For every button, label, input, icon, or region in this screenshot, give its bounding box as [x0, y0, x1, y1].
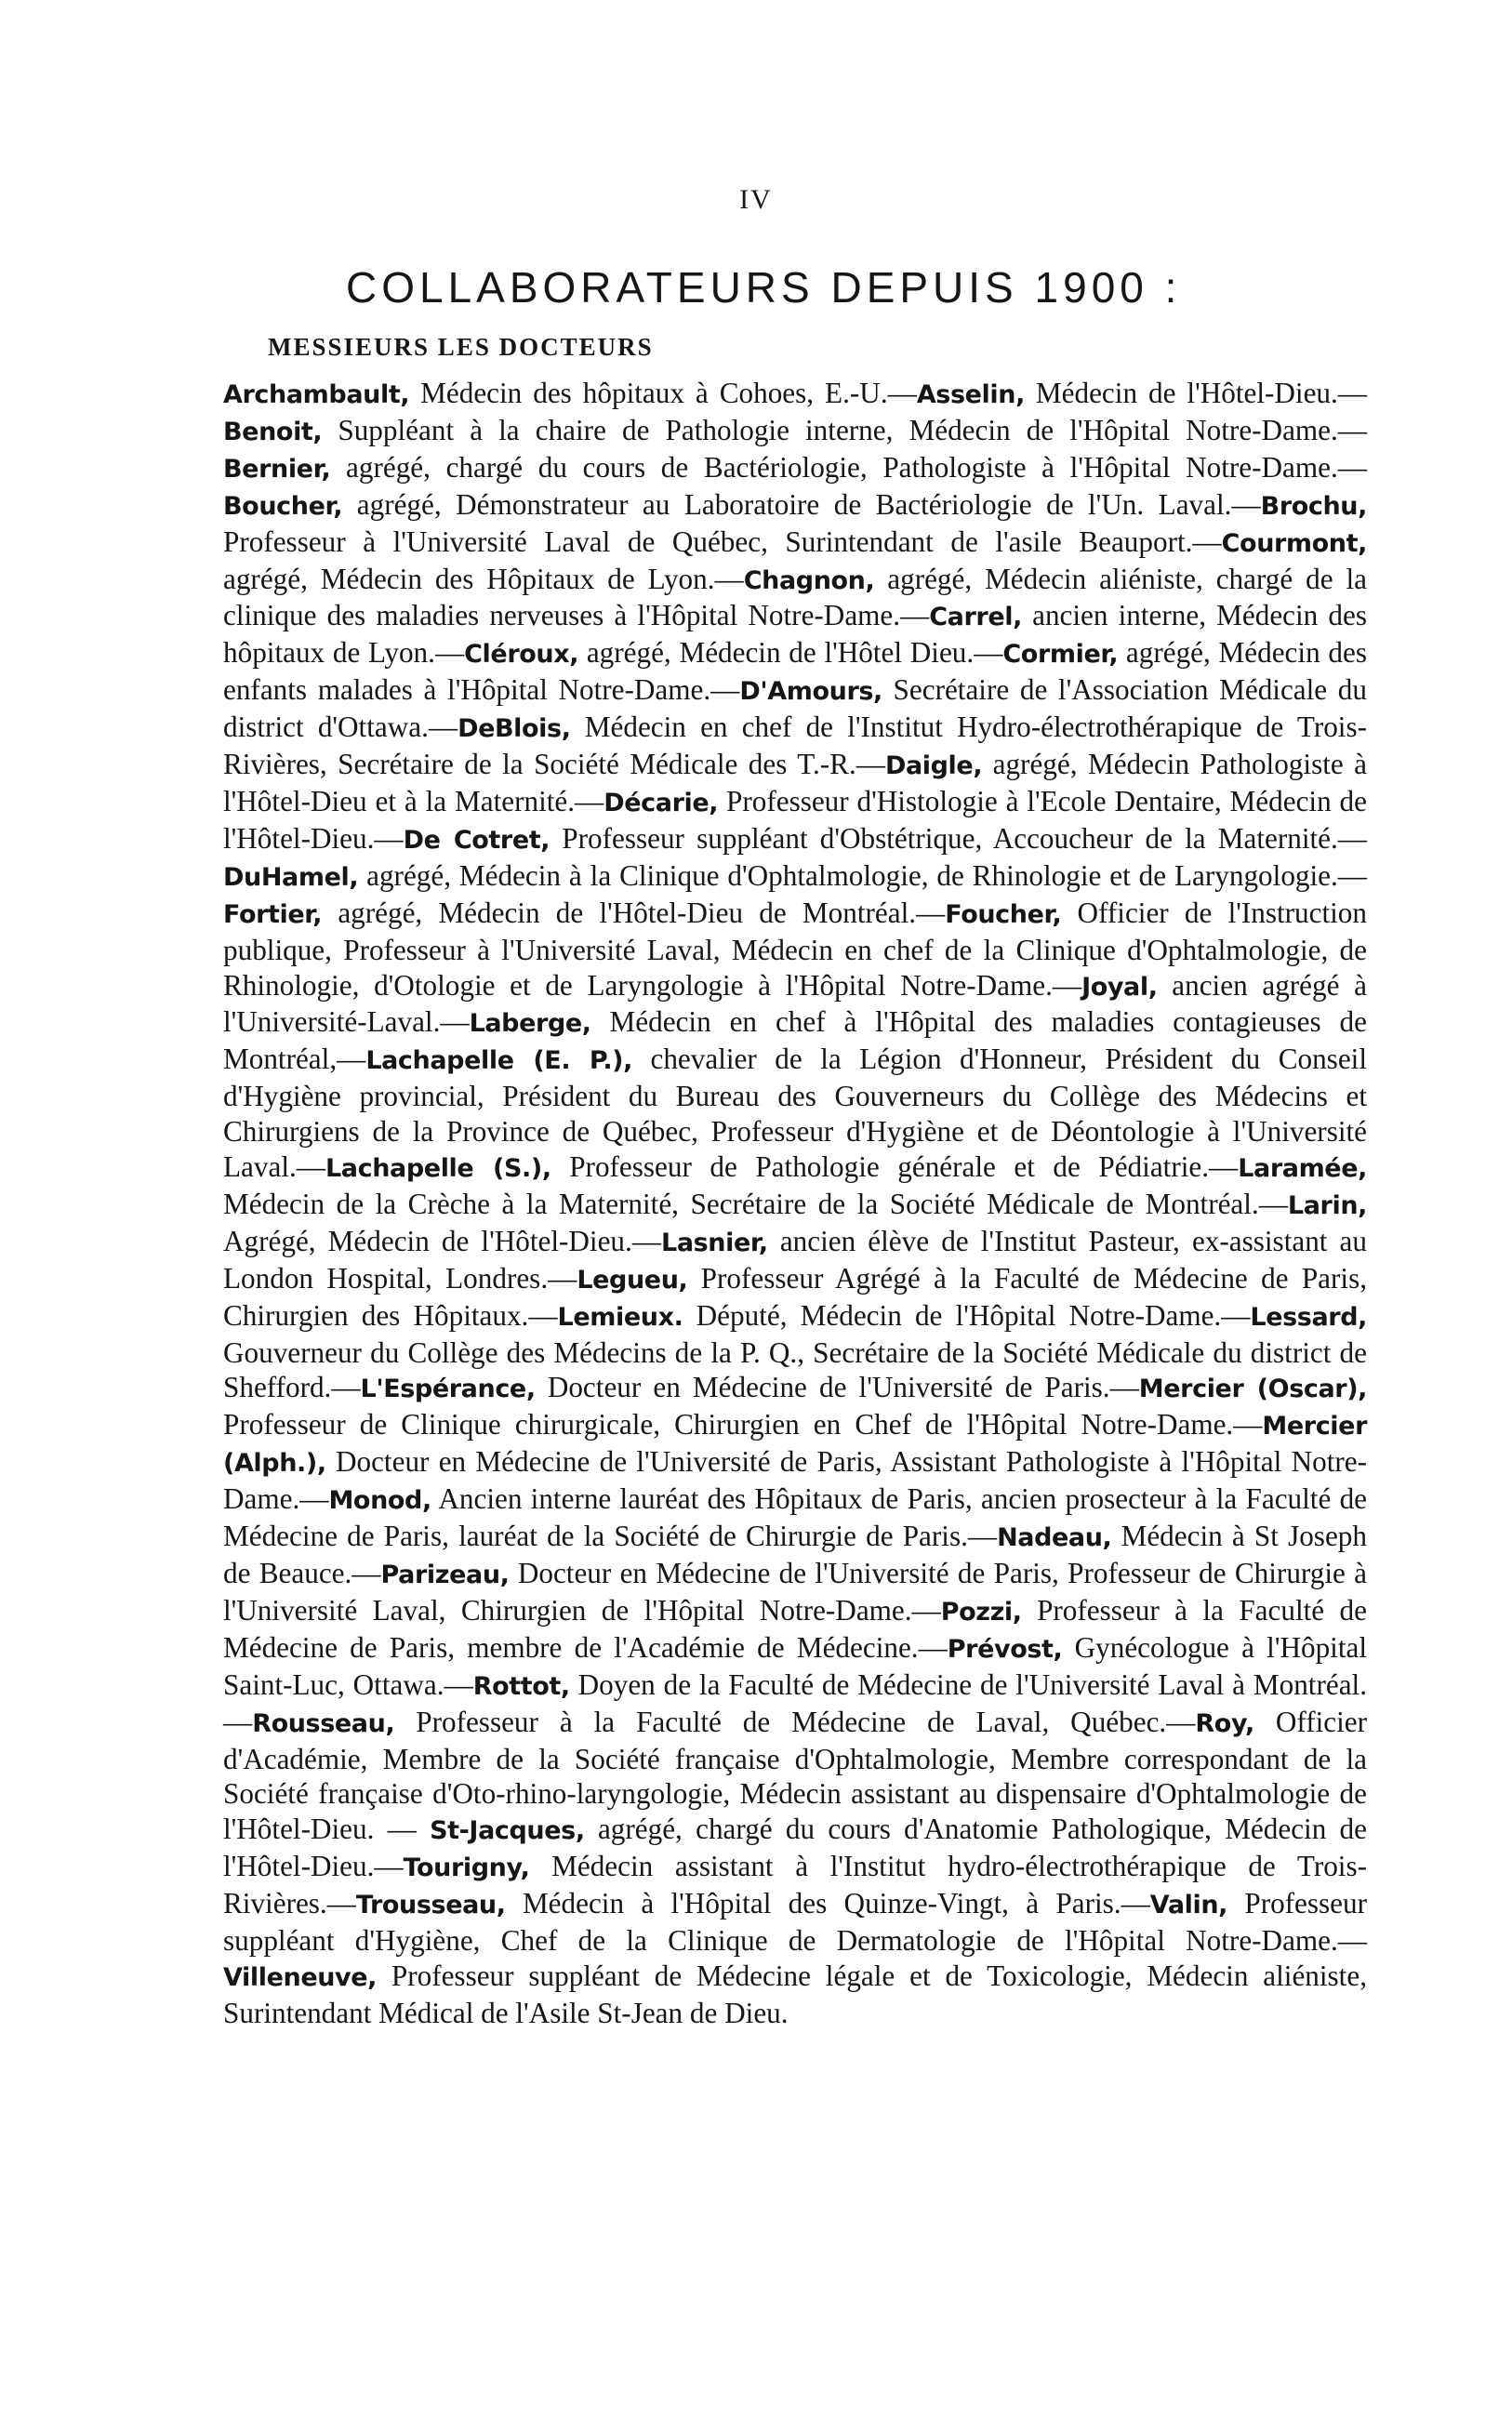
collaborator-name: Lemieux. — [557, 1302, 683, 1332]
collaborator-name: L'Espérance, — [360, 1375, 536, 1404]
collaborator-name: Courmont, — [1221, 528, 1367, 558]
collaborator-description: Médecin de l'Hôtel-Dieu.— — [1024, 377, 1367, 409]
collaborator-description: Médecin en chef de l'Institut Hydro-électrothérapique de Trois-Rivières, Secrétaire de la Société Médicale des T.-R.— — [223, 711, 1367, 781]
collaborator-description: Professeur suppléant d'Hygiène, Chef de la Clinique de Dermatologie de l'Hôpital Notre-Dame.— — [223, 1887, 1367, 1958]
collaborator-name: Mercier (Alph.), — [223, 1412, 1367, 1479]
collaborator-name: Lachapelle (E. P.), — [365, 1046, 632, 1076]
collaborator-name: DuHamel, — [223, 862, 359, 892]
collaborator-name: Lachapelle (S.), — [325, 1154, 551, 1184]
collaborator-description: Doyen de la Faculté de Médecine de l'Université Laval à Montréal.— — [223, 1667, 1367, 1738]
collaborator-description: Gynécologue à l'Hôpital Saint-Luc, Ottawa.— — [223, 1630, 1367, 1701]
collaborator-entry — [361, 1371, 1139, 1403]
collaborator-description: agrégé, Médecin à la Clinique d'Ophtalmologie, de Rhinologie et de Laryngologie.— — [358, 858, 1367, 892]
collaborator-name: Chagnon, — [743, 565, 875, 595]
collaborator-name: St-Jacques, — [430, 1816, 585, 1846]
collaborator-name: Foucher, — [945, 899, 1062, 929]
collaborator-name: Bernier, — [223, 454, 331, 484]
collaborator-description: Professeur à la Faculté de Médecine de Laval, Québec.— — [394, 1705, 1196, 1738]
collaborator-name: Carrel, — [929, 603, 1022, 632]
collaborator-description: Docteur en Médecine de l'Université de Paris, Professeur de Chirurgie à l'Université Laval, Chirurgien de l'Hôpital Notre-Dame.— — [223, 1557, 1368, 1627]
collaborator-name: Joyal, — [1081, 972, 1158, 1002]
page-title: COLLABORATEURS DEPUIS 1900 : — [346, 263, 1182, 312]
collaborator-name: Pozzi, — [940, 1597, 1022, 1627]
collaborator-name: Mercier (Oscar), — [1138, 1375, 1367, 1404]
collaborator-name: Asselin, — [916, 380, 1025, 409]
collaborator-entry — [404, 822, 1367, 855]
collaborator-description: ancien interne, Médecin des hôpitaux de Lyon.— — [223, 599, 1367, 670]
collaborator-description: Ancien interne lauréat des Hôpitaux de Paris, ancien prosecteur à la Faculté de Médecine de Paris, lauréat de la Société de Chirurgie de Paris.— — [223, 1482, 1367, 1553]
collaborator-name: Tourigny, — [403, 1853, 530, 1883]
collaborator-name: Legueu, — [577, 1265, 688, 1295]
collaborator-name: Archambault, — [223, 380, 410, 409]
collaborator-name: Parizeau, — [380, 1561, 510, 1589]
collaborator-name: Daigle, — [884, 751, 983, 781]
collaborator-name: Lessard, — [1250, 1302, 1367, 1332]
collaborator-name: Fortier, — [223, 899, 323, 929]
collaborator-description: agrégé, Médecin aliéniste, chargé de la clinique des maladies nerveuses à l'Hôpital Notre-Dame.— — [223, 562, 1367, 632]
collaborator-entry — [223, 377, 917, 409]
collaborator-description: Professeur à l'Université Laval de Québec, Surintendant de l'asile Beauport.— — [223, 525, 1222, 558]
collaborator-description: Professeur à la Faculté de Médecine de Paris, membre de l'Académie de Médecine.— — [223, 1593, 1367, 1664]
collaborator-description: Médecin de la Crèche à la Maternité, Secrétaire de la Société Médicale de Montréal.— — [223, 1187, 1288, 1220]
collaborator-name: Lasnier, — [661, 1228, 768, 1257]
collaborator-entry — [917, 377, 1367, 409]
collaborator-name: Cormier, — [1002, 640, 1119, 670]
page-number: IV — [739, 184, 773, 215]
collaborator-description: agrégé, Médecin des Hôpitaux de Lyon.— — [223, 562, 744, 595]
collaborator-description: Médecin à St Joseph de Beauce.— — [223, 1520, 1367, 1589]
collaborator-description: Professeur Agrégé à la Faculté de Médecine de Paris, Chirurgien des Hôpitaux.— — [223, 1261, 1368, 1332]
collaborators-paragraph — [223, 376, 1367, 2031]
collaborator-name: Trousseau, — [355, 1891, 506, 1920]
collaborator-name: Monod, — [328, 1486, 431, 1516]
collaborator-description: Médecin en chef à l'Hôpital des maladies contagieuses de Montréal,— — [223, 1005, 1367, 1076]
collaborator-description: agrégé, Médecin des enfants malades à l'Hôpital Notre-Dame.— — [223, 636, 1367, 707]
collaborator-name: Valin, — [1149, 1891, 1228, 1920]
collaborator-entry — [223, 897, 945, 929]
collaborator-description: ancien agrégé à l'Université-Laval.— — [223, 968, 1367, 1039]
collaborator-description: Député, Médecin de l'Hôpital Notre-Dame.— — [683, 1298, 1251, 1332]
collaborator-entry — [356, 1887, 1150, 1920]
collaborator-entry — [558, 1299, 1251, 1332]
collaborator-name: Prévost, — [947, 1634, 1063, 1664]
collaborator-name: Villeneuve, — [223, 1962, 378, 1992]
collaborator-name: Roy, — [1195, 1708, 1254, 1738]
collaborator-description: Professeur de Clinique chirurgicale, Chirurgien en Chef de l'Hôpital Notre-Dame.— — [223, 1408, 1263, 1441]
collaborator-entry — [223, 488, 1261, 521]
collaborator-description: agrégé, Médecin de l'Hôtel-Dieu de Montréal.— — [322, 896, 946, 929]
collaborator-name: Larin, — [1287, 1190, 1367, 1220]
collaborator-name: Décarie, — [603, 788, 719, 817]
collaborator-description: agrégé, chargé du cours d'Anatomie Pathologique, Médecin de l'Hôtel-Dieu.— — [223, 1813, 1367, 1883]
collaborator-description: Secrétaire de l'Association Médicale du district d'Ottawa.— — [223, 673, 1367, 744]
collaborator-entry — [252, 1706, 1195, 1738]
collaborator-name: De Cotret, — [403, 825, 550, 855]
collaborator-description: Officier d'Académie, Membre de la Société française d'Ophtalmologie, Membre correspondant de la Société française d'Oto-rhino-laryngologie, Médecin assistant au dispensaire d'Ophtalmologie de l'Hôtel-Dieu. — — [223, 1705, 1367, 1846]
collaborator-name: Cléroux, — [464, 640, 579, 670]
collaborator-entry — [325, 1150, 1238, 1183]
collaborator-name: Brochu, — [1260, 491, 1367, 521]
page-subtitle: MESSIEURS LES DOCTEURS — [268, 333, 654, 361]
collaborator-description: chevalier de la Légion d'Honneur, Président du Conseil d'Hygiène provincial, Président du Bureau des Gouverneurs du Collège des Médecins et Chirurgiens de la Province de Québec, Professeur d'Hygiène et de Déontologie à l'Université Laval.— — [223, 1043, 1367, 1184]
collaborator-description: ancien élève de l'Institut Pasteur, ex-assistant au London Hospital, Londres.— — [223, 1224, 1367, 1295]
collaborator-description: Professeur suppléant d'Obstétrique, Accoucheur de la Maternité.— — [550, 821, 1367, 855]
collaborator-name: Benoit, — [223, 417, 323, 446]
collaborator-name: Rousseau, — [252, 1708, 395, 1738]
collaborator-description: Agrégé, Médecin de l'Hôtel-Dieu.— — [223, 1224, 662, 1257]
collaborator-name: Boucher, — [223, 491, 343, 521]
collaborator-description: agrégé, Démonstrateur au Laboratoire de Bactériologie de l'Un. Laval.— — [342, 487, 1261, 521]
collaborator-name: Nadeau, — [997, 1523, 1112, 1553]
collaborator-description: Docteur en Médecine de l'Université de Paris.— — [535, 1371, 1139, 1404]
collaborator-description: Docteur en Médecine de l'Université de Paris, Assistant Pathologiste à l'Hôpital Notre-Dame.— — [223, 1445, 1367, 1516]
collaborator-entry — [223, 859, 1367, 892]
collaborator-name: Rottot, — [472, 1671, 570, 1701]
collaborator-description: Professeur d'Histologie à l'Ecole Dentaire, Médecin de l'Hôtel-Dieu.— — [223, 784, 1367, 855]
collaborator-description: Professeur suppléant de Médecine légale et de Toxicologie, Médecin aliéniste, Surintendant Médical de l'Asile St-Jean de Dieu. — [223, 1959, 1367, 2029]
collaborator-name: D'Amours, — [739, 677, 882, 707]
collaborator-entry — [464, 636, 1002, 669]
collaborator-description: Gouverneur du Collège des Médecins de la P. Q., Secrétaire de la Société Médicale du district de Shefford.— — [223, 1335, 1367, 1404]
collaborator-entry — [223, 451, 1367, 484]
collaborator-description: agrégé, chargé du cours de Bactériologie, Pathologiste à l'Hôpital Notre-Dame.— — [330, 450, 1367, 484]
collaborator-description: Médecin assistant à l'Institut hydro-électrothérapique de Trois-Rivières.— — [223, 1850, 1367, 1920]
collaborator-description: Suppléant à la chaire de Pathologie interne, Médecin de l'Hôpital Notre-Dame.— — [322, 413, 1367, 446]
collaborator-description: agrégé, Médecin Pathologiste à l'Hôtel-Dieu et à la Maternité.— — [223, 748, 1367, 817]
collaborator-entry — [223, 1959, 1367, 2029]
collaborator-description: Médecin à l'Hôpital des Quinze-Vingt, à Paris.— — [505, 1887, 1150, 1920]
collaborator-name: Laberge, — [469, 1009, 591, 1039]
collaborator-entry — [223, 414, 1367, 446]
collaborator-description: agrégé, Médecin de l'Hôtel Dieu.— — [578, 636, 1003, 670]
collaborator-description: Médecin des hôpitaux à Cohoes, E.-U.— — [409, 377, 917, 409]
collaborator-description: Officier de l'Instruction publique, Professeur à l'Université Laval, Médecin en chef de la Clinique d'Ophtalmologie, de Rhinologie, d'Otologie et de Laryngologie à l'Hôpital Notre-Dame.— — [223, 896, 1367, 1002]
collaborator-name: Laramée, — [1238, 1154, 1367, 1184]
collaborator-name: DeBlois, — [458, 714, 571, 744]
collaborator-description: Professeur de Pathologie générale et de Pédiatrie.— — [550, 1150, 1239, 1184]
